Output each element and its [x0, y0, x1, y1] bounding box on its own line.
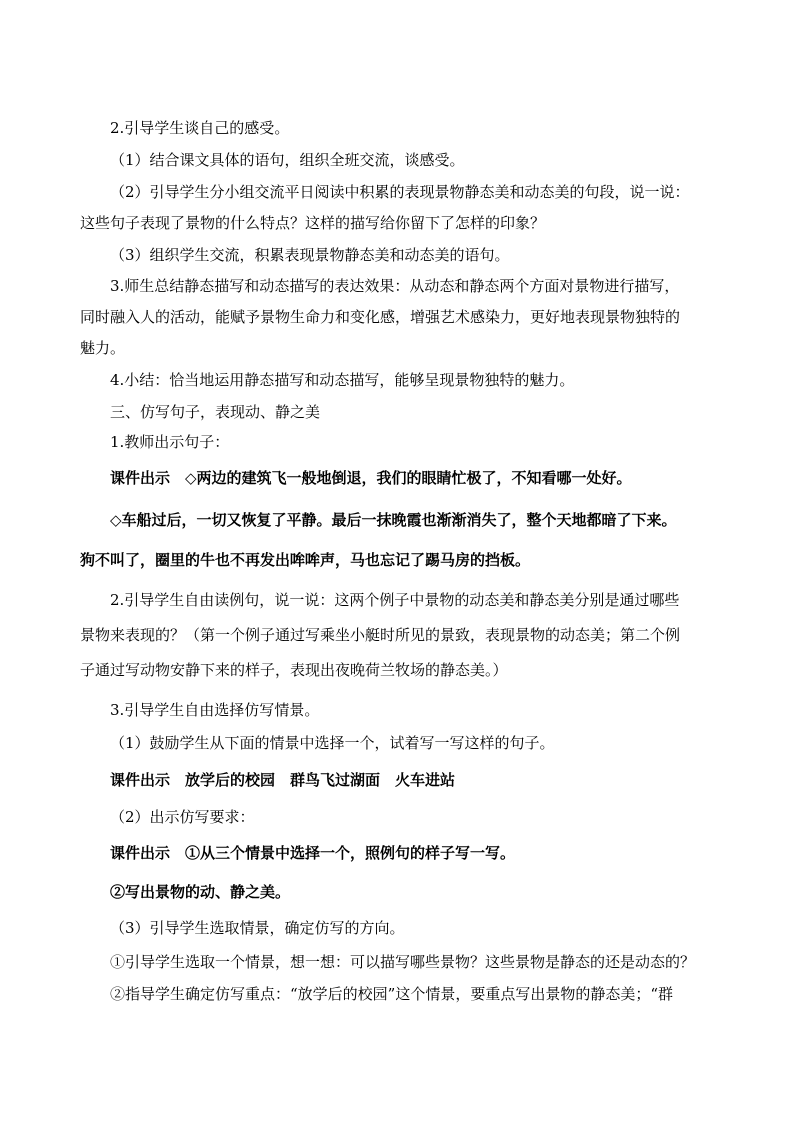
text-line: 这些句子表现了景物的什么特点？这样的描写给你留下了怎样的印象？ — [80, 214, 546, 232]
text-line: 3.引导学生自由选择仿写情景。 — [110, 701, 320, 719]
courseware-line: ②写出景物的动、静之美。 — [110, 883, 291, 901]
text-line: 2.引导学生谈自己的感受。 — [110, 119, 290, 137]
text-line: 2.引导学生自由读例句，说一说：这两个例子中景物的动态美和静态美分别是通过哪些 — [110, 591, 680, 609]
text-line: 4.小结：恰当地运用静态描写和动态描写，能够呈现景物独特的魅力。 — [110, 371, 575, 389]
text-line: （2）出示仿写要求： — [110, 808, 255, 826]
text-line: 魅力。 — [80, 339, 126, 357]
text-line: ②指导学生确定仿写重点：“放学后的校园”这个情景，要重点写出景物的静态美；“群 — [110, 985, 674, 1003]
text-line: （3）引导学生选取情景，确定仿写的方向。 — [110, 919, 405, 937]
courseware-line: ◇车船过后，一切又恢复了平静。最后一抹晚霞也渐渐消失了，整个天地都暗了下来。 — [110, 511, 677, 529]
courseware-line: 课件出示 放学后的校园 群鸟飞过湖面 火车进站 — [110, 771, 456, 789]
text-line: （2）引导学生分小组交流平日阅读中积累的表现景物静态美和动态美的句段，说一说： — [110, 183, 690, 201]
section-heading: 三、仿写句子，表现动、静之美 — [110, 403, 321, 421]
text-line: 景物来表现的？（第一个例子通过写乘坐小艇时所见的景致，表现景物的动态美；第二个例 — [80, 626, 681, 644]
text-line: （1）结合课文具体的语句，组织全班交流，谈感受。 — [110, 151, 465, 169]
courseware-line: 狗不叫了，圈里的牛也不再发出哞哞声，马也忘记了踢马房的挡板。 — [80, 551, 531, 569]
text-line: ①引导学生选取一个情景，想一想：可以描写哪些景物？这些景物是静态的还是动态的？ — [110, 953, 696, 971]
courseware-line: 课件出示 ①从三个情景中选择一个，照例句的样子写一写。 — [110, 844, 516, 862]
text-line: （1）鼓励学生从下面的情景中选择一个，试着写一写这样的句子。 — [110, 734, 555, 752]
text-line: 3.师生总结静态描写和动态描写的表达效果：从动态和静态两个方面对景物进行描写， — [110, 277, 680, 295]
text-line: （3）组织学生交流，积累表现景物静态美和动态美的语句。 — [110, 246, 510, 264]
text-line: 同时融入人的活动，能赋予景物生命力和变化感，增强艺术感染力，更好地表现景物独特的 — [80, 308, 681, 326]
text-line: 子通过写动物安静下来的样子，表现出夜晚荷兰牧场的静态美。） — [80, 661, 508, 679]
text-line: 1.教师出示句子： — [110, 433, 230, 451]
courseware-line: 课件出示 ◇两边的建筑飞一般地倒退，我们的眼睛忙极了，不知看哪一处好。 — [110, 469, 632, 487]
